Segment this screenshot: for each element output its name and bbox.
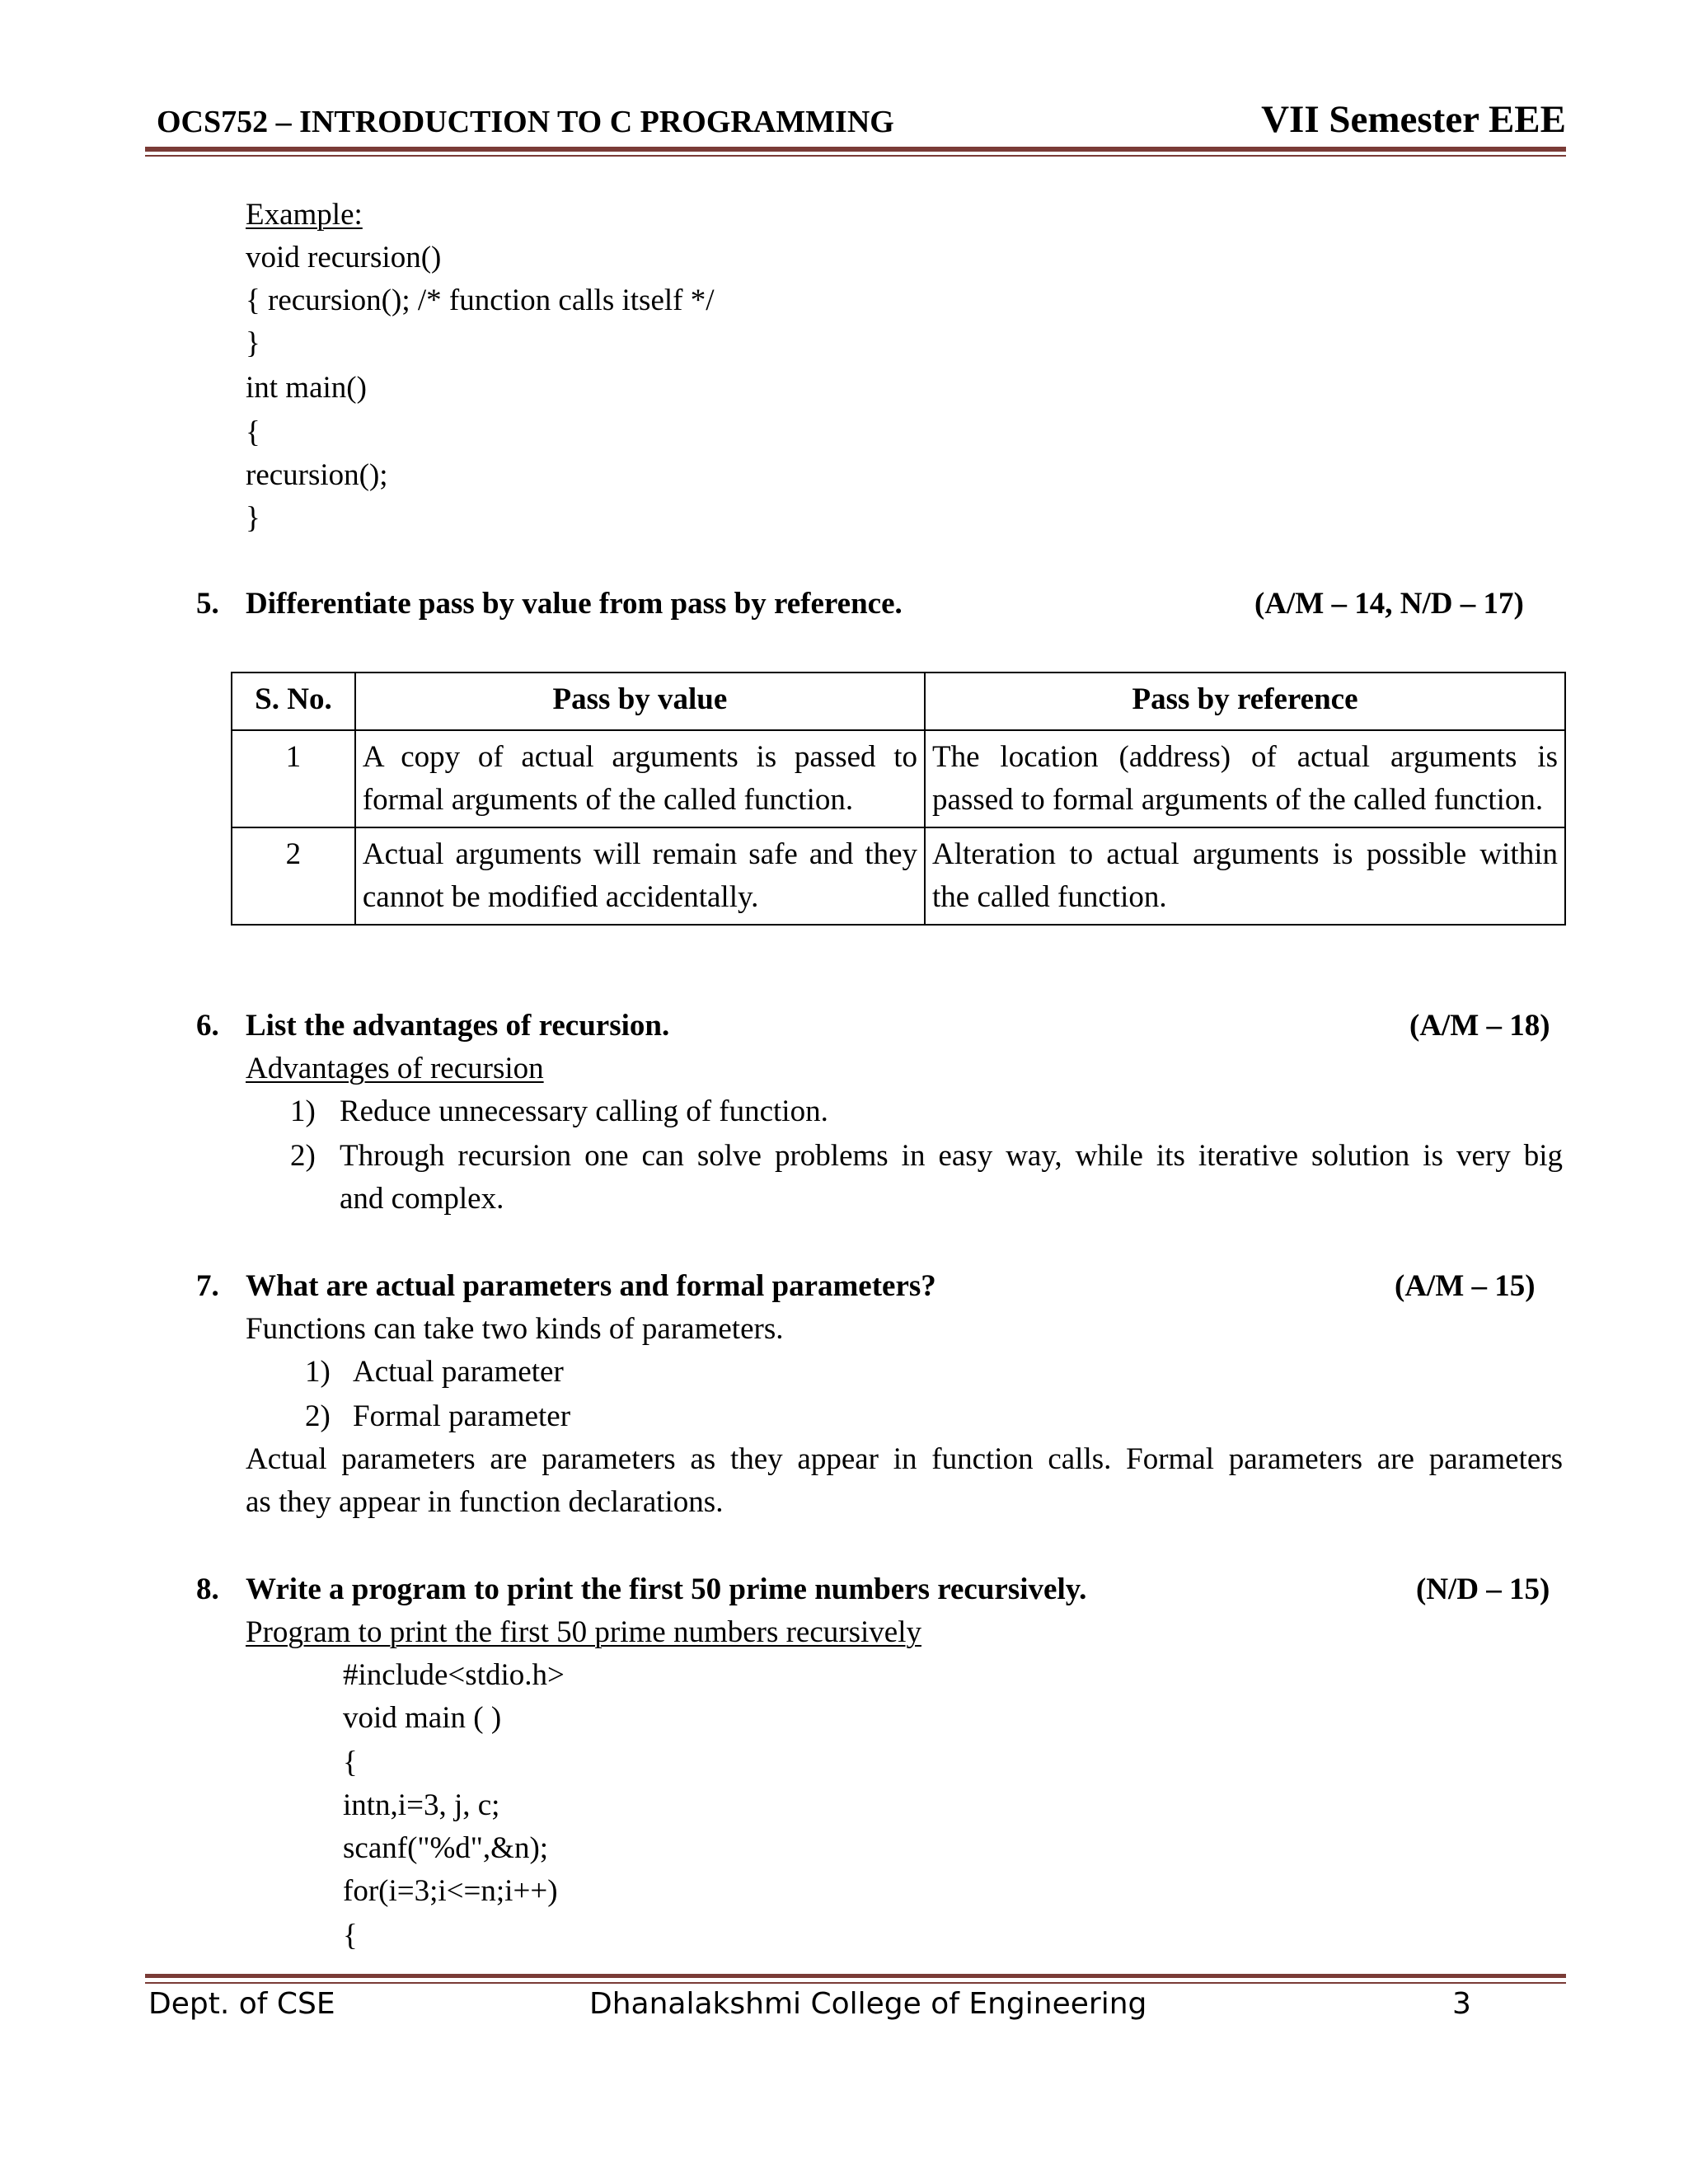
question-text: What are actual parameters and formal parameters? (246, 1269, 936, 1303)
code-line: } (246, 501, 260, 535)
table-header: Pass by value (355, 673, 925, 730)
question-ref: (A/M – 15) (1395, 1269, 1536, 1303)
list-number: 1) (290, 1094, 316, 1128)
code-line: { (246, 415, 260, 449)
table-cell: A copy of actual arguments is passed to formal arguments of the called function. (355, 730, 925, 827)
question-number: 5. (196, 587, 219, 621)
question-number: 7. (196, 1269, 219, 1303)
question-ref: (N/D – 15) (1416, 1572, 1550, 1606)
code-line: void recursion() (246, 241, 442, 274)
footer-rule (145, 1974, 1566, 1978)
table-row (232, 730, 1565, 827)
question-text: List the advantages of recursion. (246, 1009, 670, 1043)
paragraph: Functions can take two kinds of parameters. (246, 1312, 784, 1346)
table-cell: Actual arguments will remain safe and they cannot be modified accidentally. (355, 827, 925, 925)
list-item: Reduce unnecessary calling of function. (340, 1094, 828, 1128)
table-cell: Alteration to actual arguments is possible within the called function. (925, 827, 1565, 925)
table-header: Pass by reference (925, 673, 1565, 730)
example-heading: Example: (246, 198, 363, 232)
list-item: Formal parameter (353, 1399, 571, 1433)
list-item-continued: and complex. (340, 1182, 504, 1216)
table-cell: 1 (232, 730, 355, 827)
question-text: Write a program to print the first 50 prime numbers recursively. (246, 1572, 1087, 1606)
page-header (157, 97, 1566, 147)
table-cell: 2 (232, 827, 355, 925)
code-line: int main() (246, 371, 367, 405)
table-header: S. No. (232, 673, 355, 730)
question-text: Differentiate pass by value from pass by reference. (246, 587, 903, 621)
comparison-table (231, 672, 1566, 926)
question-ref: (A/M – 14, N/D – 17) (1254, 587, 1524, 621)
paragraph: as they appear in function declarations. (246, 1485, 724, 1519)
footer-dept: Dept. of CSE (148, 1987, 335, 2021)
list-number: 2) (305, 1399, 331, 1433)
footer-college: Dhanalakshmi College of Engineering (589, 1987, 1147, 2021)
code-line: void main ( ) (343, 1701, 502, 1735)
course-title: OCS752 – INTRODUCTION TO C PROGRAMMING (157, 105, 894, 139)
code-line: } (246, 326, 260, 360)
code-line: #include<stdio.h> (343, 1658, 565, 1692)
paragraph: Actual parameters are parameters as they appear in function calls. Formal parameters are parameters (246, 1442, 1563, 1476)
code-line: { (343, 1746, 358, 1779)
header-rule (145, 147, 1566, 152)
list-item: Through recursion one can solve problems in easy way, while its iterative solution is very big (340, 1139, 1563, 1173)
question-number: 6. (196, 1009, 219, 1043)
code-line: recursion(); (246, 458, 388, 492)
code-line: for(i=3;i<=n;i++) (343, 1874, 558, 1908)
table-row (232, 827, 1565, 925)
table-cell: The location (address) of actual arguments is passed to formal arguments of the called function. (925, 730, 1565, 827)
code-line: { (343, 1919, 358, 1952)
question-number: 8. (196, 1572, 219, 1606)
list-number: 1) (305, 1355, 331, 1389)
page-number: 3 (1452, 1987, 1471, 2021)
code-line: { recursion(); /* function calls itself */ (246, 284, 715, 317)
header-rule-thin (145, 155, 1566, 157)
table-header-row (232, 673, 1565, 730)
code-line: intn,i=3, j, c; (343, 1788, 500, 1822)
list-item: Actual parameter (353, 1355, 564, 1389)
code-line: scanf("%d",&n); (343, 1831, 549, 1865)
footer-rule-thin (145, 1982, 1566, 1984)
question-ref: (A/M – 18) (1409, 1009, 1550, 1043)
semester-label: VII Semester EEE (1261, 98, 1566, 141)
section-subheading: Advantages of recursion (246, 1052, 544, 1085)
section-subheading: Program to print the first 50 prime numbers recursively (246, 1615, 921, 1649)
list-number: 2) (290, 1139, 316, 1173)
